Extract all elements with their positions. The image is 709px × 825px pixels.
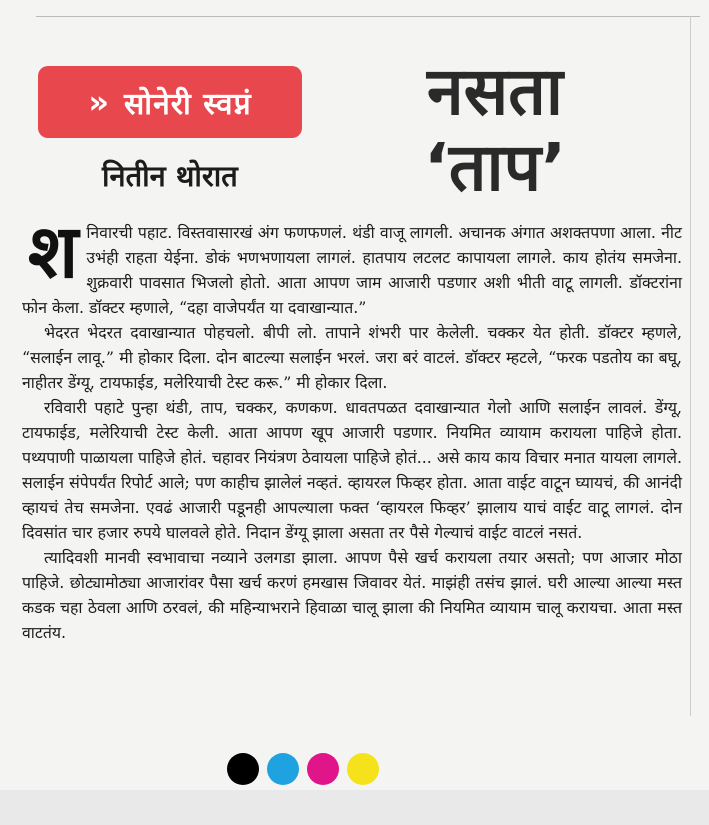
headline-line-2: ‘ताप’ <box>423 129 567 206</box>
cmyk-registration-marks <box>227 753 381 793</box>
top-rule <box>36 16 700 17</box>
author-name: नितीन थोरात <box>102 159 238 193</box>
column-tag <box>38 66 302 138</box>
double-chevron-icon: » <box>88 83 111 121</box>
yellow-dot <box>347 753 379 785</box>
drop-cap: श <box>28 209 79 295</box>
column-title: सोनेरी स्वप्नं <box>124 86 252 122</box>
article-paragraph: त्यादिवशी मानवी स्वभावाचा नव्याने उलगडा झाला. आपण पैसे खर्च करायला तयार असतो; पण आजार मोठा पाहिजे. छोट्यामोठ्या आजारांवर पैसा खर्च करणं हमखास जिवावर येतं. माझंही तसंच झालं. घरी आल्या आल्या मस्त कडक चहा ठेवला आणि ठरवलं, की महिन्याभराने हिवाळा चालू झाला की नियमित व्यायाम चालू करायचा. आता मस्त वाटतंय. <box>22 548 682 642</box>
article-paragraph: भेदरत भेदरत दवाखान्यात पोहचलो. बीपी लो. तापाने शंभरी पार केलेली. चक्कर येत होती. डॉक्टर म्हणले, “सलाईन लावू.” मी होकार दिला. दोन बाटल्या सलाईन भरलं. जरा बरं वाटलं. डॉक्टर म्हटले, “फरक पडतोय का बघू, नाहीतर डेंग्यू, टायफाईड, मलेरियाची टेस्ट करू.” मी होकार दिला. <box>22 323 682 392</box>
article-paragraph: रविवारी पहाटे पुन्हा थंडी, ताप, चक्कर, कणकण. धावतपळत दवाखान्यात गेलो आणि सलाईन लावलं. डेंग्यू, टायफाईड, मलेरियाची टेस्ट केली. आता आपण खूप आजारी पडणार. नियमित व्यायाम करायला पाहिजे होता. पथ्यपाणी पाळायला पाहिजे होतं. चहावर नियंत्रण ठेवायला पाहिजे होतं... असे काय काय विचार मनात यायला लागले. सलाईन संपेपर्यंत रिपोर्ट आले; पण काहीच झालेलं नव्हतं. व्हायरल फिव्हर होता. आता वाईट वाटून घ्यायचं, की आनंदी व्हायचं तेच समजेना. एवढं आजारी पडूनही आपल्याला फक्त ‘व्हायरल फिव्हर’ झालाय याचं वाईट वाटू लागलं. दोन दिवसांत चार हजार रुपये घालवले होते. निदान डेंग्यू झाला असता तर पैसे गेल्याचं वाईट वाटलं नसतं. <box>22 398 682 542</box>
article-paragraph <box>22 209 682 320</box>
cyan-dot <box>267 753 299 785</box>
article-body <box>22 209 682 645</box>
magenta-dot <box>307 753 339 785</box>
paragraph-text: निवारची पहाट. विस्तवासारखं अंग फणफणलं. थंडी वाजू लागली. अचानक अंगात अशक्तपणा आला. नीट उभंही राहता येईना. डोकं भणभणायला लागलं. हातपाय लटलट कापायला लागले. काय होतंय समजेना. शुक्रवारी पावसात भिजलो होतो. आता आपण जाम आजारी पडणार अशी भीती वाटू लागली. डॉक्टरांना फोन केला. डॉक्टर म्हणाले, “दहा वाजेपर्यंत या दवाखान्यात.” <box>22 223 682 317</box>
headline-line-1: नसता <box>427 53 563 130</box>
headline <box>390 54 600 206</box>
right-rule <box>690 16 691 716</box>
black-dot <box>227 753 259 785</box>
